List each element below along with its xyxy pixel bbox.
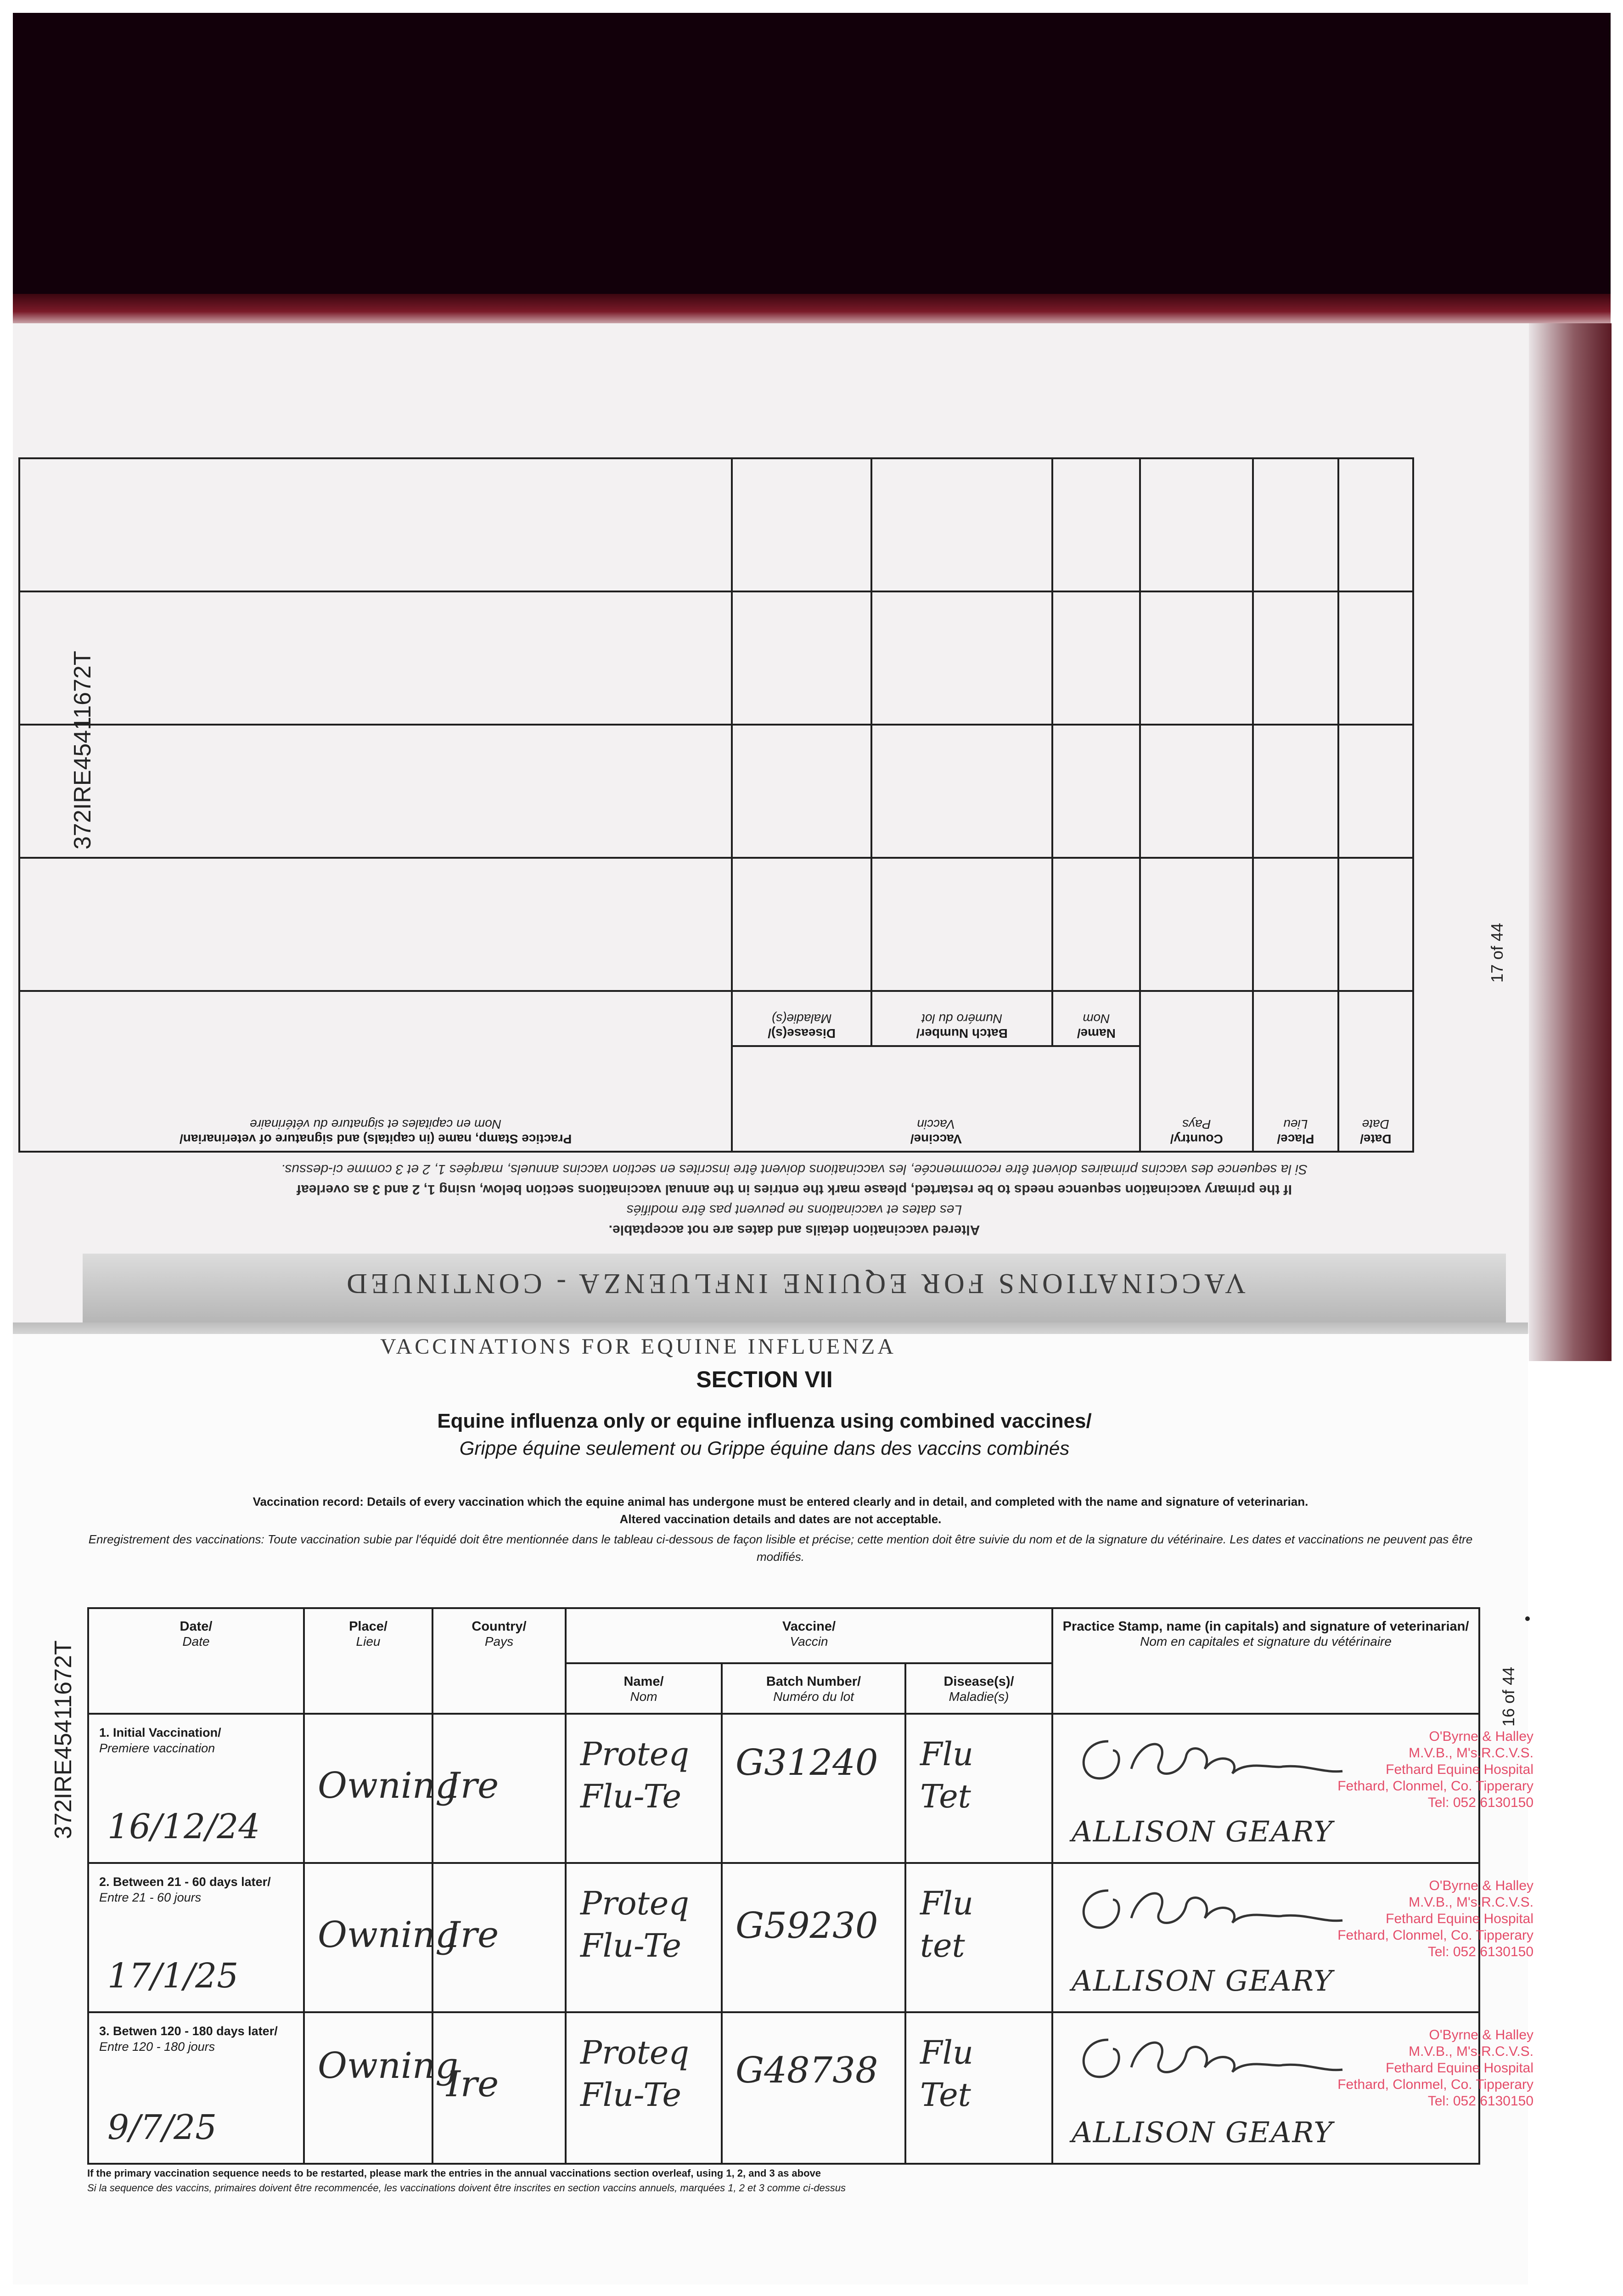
lower-passport-code: 372IRE45411672T [50,1640,77,1839]
footer-note-english: If the primary vaccination sequence needs to be restarted, please mark the entries in the annual vaccinations section overleaf, using 1, 2, and 3 as above [87,2167,821,2179]
batch-cell: G59230 [722,1863,905,2012]
upper-vaccination-table [18,457,1414,1153]
place-cell: Owning [304,1863,432,2012]
upper-passport-code: 372IRE45411672T [69,651,96,850]
upper-page-content [83,450,1506,1322]
lower-page-number: 16 of 44 [1499,1666,1518,1727]
scan-dark-background [13,13,1611,307]
disease-cell: Flu Tet [905,2012,1052,2164]
upper-banner: VACCINATIONS FOR EQUINE INFLUENZA - CONTINUED [83,1254,1506,1322]
upper-header-country: Country/ Pays [1140,991,1253,1152]
upper-header-name: Name/ Nom [1052,991,1140,1046]
header-date: Date/ Date [88,1608,304,1714]
table-row [88,1863,1479,2012]
upper-header-date: Date/ Date [1338,991,1413,1152]
upper-header-vaccine: Vaccine/ Vaccin [732,1046,1140,1152]
upper-notes: Altered vaccination details and dates are not acceptable. Les dates et vaccinations ne peuvent pas être modifiés If the primary vaccination sequence needs to be restarted, please mark the entries in the annual vaccinations section below, using 1, 2 and 3 as overleaf Si la sequence des vaccins primaires doivent être recommencée, les vaccinations doivent être inscrites en section vaccins annuels, marqées 1, 2 et 3 comme ci-dessus. [281,1162,1308,1238]
record-altered-note: Altered vaccination details and dates are not acceptable. [619,1512,942,1526]
country-cell: Ire [432,1714,566,1863]
header-batch: Batch Number/ Numéro du lot [722,1663,905,1714]
signature-scribble-icon [1067,1872,1352,1941]
signature-name: ALLISON GEARY [1072,2116,1334,2149]
disease-cell: Flu Tet [905,1714,1052,1863]
header-disease: Disease(s)/ Maladie(s) [905,1663,1052,1714]
header-stamp: Practice Stamp, name (in capitals) and signature of veterinarian/ Nom en capitales et signature du vétérinaire [1052,1608,1479,1714]
header-vaccine: Vaccine/ Vaccin [566,1608,1052,1663]
record-instructions-english: Vaccination record: Details of every vaccination which the equine animal has undergone must be entered clearly and in detail, and completed with the name and signature of veterinarian. [253,1495,1309,1508]
signature-name: ALLISON GEARY [1072,1815,1334,1848]
country-cell: Ire [432,2012,566,2164]
passport-cover-edge [13,294,1611,323]
disease-cell: Flu tet [905,1863,1052,2012]
footer-note-french: Si la sequence des vaccins, primaires doivent être recommencée, les vaccinations doivent être inscrites en section vaccins annuels, marquées 1, 2 et 3 comme ci-dessus [87,2182,846,2194]
vaccine-name-cell: Proteq Flu-Te [566,1714,722,1863]
vaccine-name-cell: Proteq Flu-Te [566,2012,722,2164]
upper-header-stamp: Practice Stamp, name (in capitals) and signature of veterinarian/ Nom en capitales et signature du vétérinaire [19,991,732,1152]
section-title: SECTION VII [696,1367,833,1392]
header-place: Place/ Lieu [304,1608,432,1714]
subtitle-english: Equine influenza only or equine influenza using combined vaccines/ [437,1410,1092,1432]
practice-stamp: O'Byrne & Halley M.V.B., M's.R.C.V.S. Fethard Equine Hospital Fethard, Clonmel, Co. Tipperary Tel: 052 6130150 [1337,2027,1534,2109]
header-country: Country/ Pays [432,1608,566,1714]
lower-banner: VACCINATIONS FOR EQUINE INFLUENZA [380,1334,896,1359]
table-row [88,1714,1479,1863]
upper-page-number: 17 of 44 [1488,923,1506,983]
handwritten-date: 17/1/25 [107,1956,239,1996]
batch-cell: G31240 [722,1714,905,1863]
date-cell: 3. Betwen 120 - 180 days later/ Entre 120 - 180 jours 9/7/25 [88,2012,304,2164]
practice-stamp: O'Byrne & Halley M.V.B., M's.R.C.V.S. Fethard Equine Hospital Fethard, Clonmel, Co. Tipperary Tel: 052 6130150 [1337,1729,1534,1810]
handwritten-date: 9/7/25 [107,2108,217,2147]
signature-scribble-icon [1067,2021,1352,2090]
date-cell: 2. Between 21 - 60 days later/ Entre 21 - 60 jours 17/1/25 [88,1863,304,2012]
handwritten-date: 16/12/24 [107,1807,260,1846]
subtitle-french: Grippe équine seulement ou Grippe équine dans des vaccins combinés [459,1437,1070,1459]
record-instructions-french: Enregistrement des vaccinations: Toute vaccination subie par l'équidé doit être mentionnée dans le tableau ci-dessous de façon lisible et précise; cette mention doit être suivie du nom et de la signature du vétérinaire. Les dates et vaccinations ne peuvent pas être modifiés. [88,1532,1473,1564]
upper-header-batch: Batch Number/ Numéro du lot [871,991,1052,1046]
signature-cell [1052,2012,1534,2164]
place-cell: Owning [304,2012,432,2164]
upper-header-disease: Disease(s)/ Maladie(s) [732,991,871,1046]
table-row [88,2012,1479,2164]
passport-cover-right [1529,323,1612,1361]
signature-cell [1052,1863,1534,2012]
batch-cell: G48738 [722,2012,905,2164]
practice-stamp: O'Byrne & Halley M.V.B., M's.R.C.V.S. Fethard Equine Hospital Fethard, Clonmel, Co. Tipperary Tel: 052 6130150 [1337,1878,1534,1959]
country-cell: Ire [432,1863,566,2012]
header-name: Name/ Nom [566,1663,722,1714]
signature-cell [1052,1714,1534,1863]
vaccine-name-cell: Proteq Flu-Te [566,1863,722,2012]
ink-dot [1525,1616,1530,1621]
upper-header-place: Place/ Lieu [1253,991,1338,1152]
place-cell: Owning [304,1714,432,1863]
date-cell: 1. Initial Vaccination/ Premiere vaccination 16/12/24 [88,1714,304,1863]
signature-name: ALLISON GEARY [1072,1964,1334,1998]
signature-scribble-icon [1067,1723,1352,1792]
